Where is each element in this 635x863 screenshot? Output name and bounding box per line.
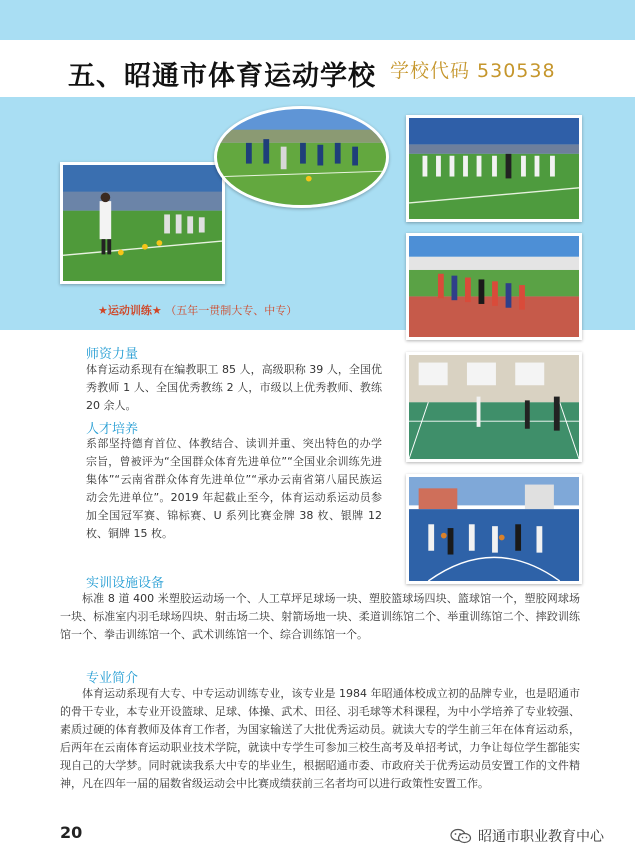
text-facilities: 标准 8 道 400 米塑胶运动场一个、人工草坪足球场一块、塑胶篮球场四块、篮球馆一个，塑胶网球场一块、标准室内羽毛球场四块、射击场二块、射箭场地一块、柔道训练馆二个、举重训练馆二个、摔跤训练馆一个、拳击训练馆一个、武术训练馆一个、综合训练馆一个。 [60,592,580,641]
caption-detail: （五年一贯制大专、中专） [165,304,298,317]
source-name: 昭通市职业教育中心 [478,829,604,845]
football-training-photo [60,162,225,284]
training-caption [98,302,297,318]
basketball-court-photo [406,474,582,584]
text-talent: 系部坚持德育首位、体教结合、读训并重、突出特色的办学宗旨，曾被评为“全国群众体育先进单位”“全国业余训练先进集体”“云南省群众体育先进单位”“承办云南省第八届民族运动会先进单位”。2019 年起截止至今，体育运动系运动员参加全国冠军赛、锦标赛、U 系列比赛金牌 38 枚、银牌 12 枚、铜牌 15 枚。 [86,437,382,540]
text-faculty: 体育运动系现有在编教职工 85 人，高级职称 39 人，全国优秀教师 1 人、全国优秀教练 2 人，市级以上优秀教师、教练 20 余人。 [86,363,382,412]
heading-faculty: 师资力量 [86,347,139,362]
wechat-icon [450,828,472,844]
badminton-hall-photo [406,352,582,462]
school-code: 学校代码 530538 [390,60,556,82]
warmup-run-photo [406,233,582,340]
caption-lead: ★运动训练★ [98,304,162,317]
heading-talent: 人才培养 [86,422,139,437]
source-label [450,826,604,846]
text-major: 体育运动系现有大专、中专运动训练专业，该专业是 1984 年昭通体校成立初的品牌专业，也是昭通市的骨干专业，本专业开设篮球、足球、体操、武术、田径、羽毛球等术科课程，为中小学培养了专业较强、素质过硬的体育教师及体育工作者，为国家输送了大批优秀运动员。就读大专的学生前三年在体育运动系，后两年在云南体育运动职业技术学院，就读中专学生可参加三校生高考及单招考试，力争让每位学生都能实现自己的大学梦。同时就读我系大中专的毕业生，根据昭通市委、市政府关于优秀运动员安置工作的文件精神，凡在四年一届的届数省级运动会中比赛成绩获前三名者均可以进行政策性安置工作。 [60,687,580,790]
heading-major: 专业简介 [86,671,139,686]
page-title: 五、昭通市体育运动学校 [68,61,376,92]
page-number: 20 [60,823,83,842]
heading-facilities: 实训设施设备 [86,576,165,591]
football-team-photo [214,106,389,208]
running-drill-photo [406,115,582,222]
